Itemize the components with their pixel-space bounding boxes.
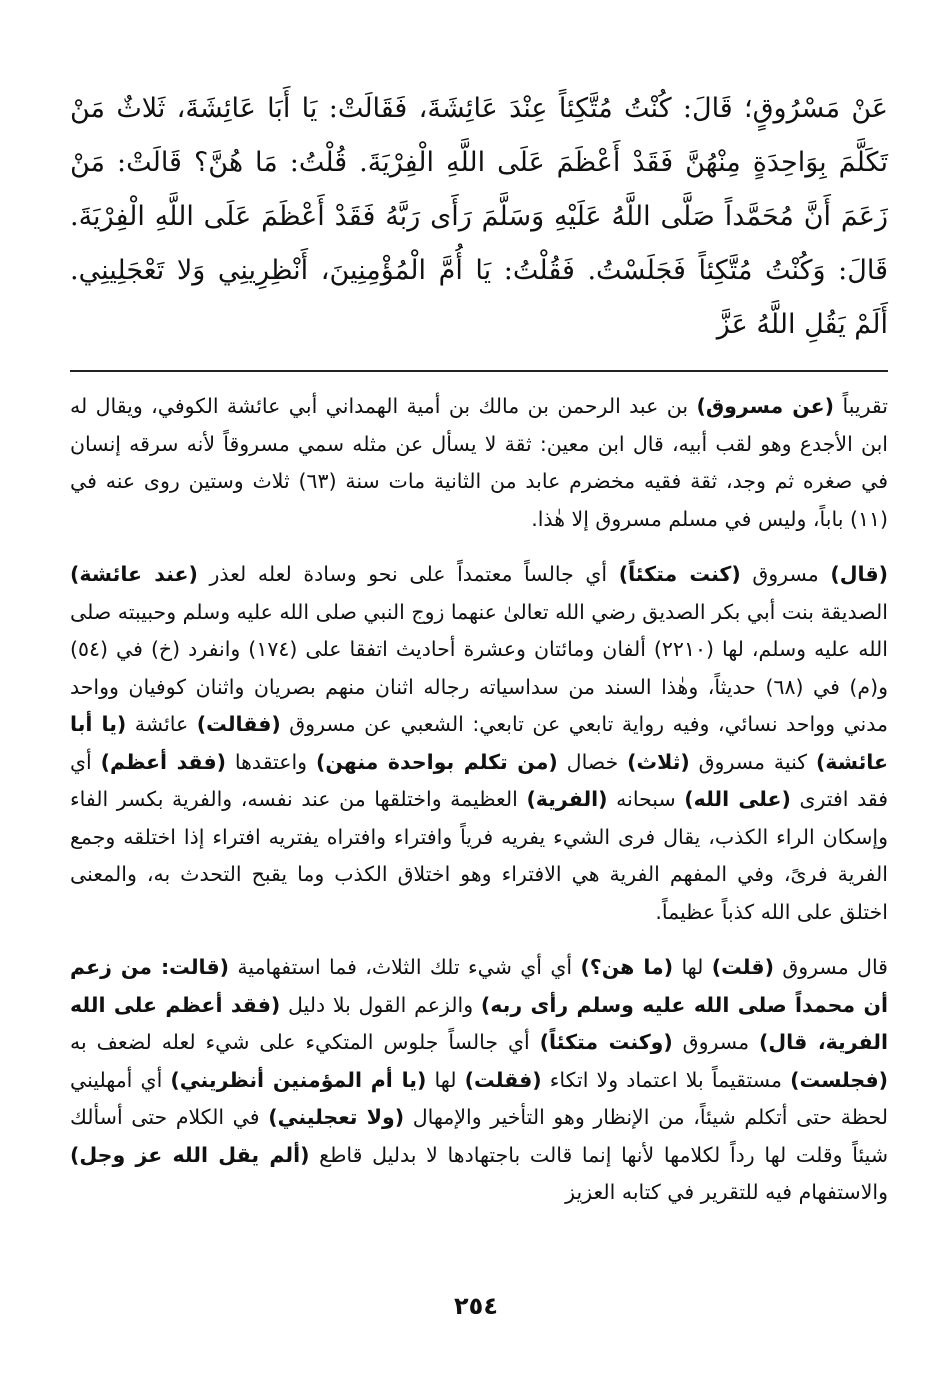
commentary-bold-term: (فقلت)	[464, 1067, 542, 1092]
commentary-text: تقريباً	[834, 394, 888, 418]
commentary-bold-term: (فقالت)	[196, 712, 281, 736]
commentary-text: عائشة	[126, 712, 197, 736]
commentary-paragraph-1	[70, 388, 888, 538]
commentary-text: واعتقدها	[225, 749, 316, 774]
commentary-text: والزعم القول بلا دليل	[280, 992, 481, 1017]
commentary-text: قال مسروق	[773, 955, 888, 979]
commentary-bold-term: (قال)	[830, 562, 888, 586]
commentary-text: أي جالساً جلوس المتكيء على شيء لعله لضعف به	[70, 1030, 540, 1054]
separator-rule	[70, 370, 888, 372]
commentary-text: أي فقد افترى	[70, 749, 888, 811]
commentary-text: في الكلام حتى أسألك شيئاً وقلت لها رداً لكلامها لأنها إنما قالت باجتهادها لا بدليل قاطع	[70, 1105, 889, 1167]
commentary-text: والاستفهام فيه للتقرير في كتابه العزيز	[565, 1180, 888, 1204]
page-number: ٢٥٤	[454, 1292, 498, 1320]
commentary-paragraph-3	[70, 949, 888, 1212]
commentary-text: الصديقة بنت أبي بكر الصديق رضي الله تعالىٰ عنهما زوج النبي صلى الله عليه وسلم وحبيبته صلى الله عليه وسلم، لها (٢٢١٠) ألفان ومائتان وعشرة أحاديث اتفقا على (١٧٤) وانفرد (خ) في (٥٤) و(م) في (٦٨) حديثاً، وهٰذا السند من سداسياته رجاله اثنان منهم بصريان واثنان كوفيان وواحد مدني وواحد نسائي، وفيه رواية تابعي عن تابعي: الشعبي عن مسروق	[70, 599, 889, 736]
hadith-text: عَنْ مَسْرُوقٍ؛ قَالَ: كُنْتُ مُتَّكِئاً عِنْدَ عَائِشَةَ، فَقَالَتْ: يَا أَبَا عَائِشَةَ، ثَلاثٌ مَنْ تَكَلَّمَ بِوَاحِدَةٍ مِنْهُنَّ فَقَدْ أَعْظَمَ عَلَى اللَّهِ الْفِرْيَةَ. قُلْتُ: مَا هُنَّ؟ قَالَتْ: مَنْ زَعَمَ أَنَّ مُحَمَّداً صَلَّى اللَّهُ عَلَيْهِ وَسَلَّمَ رَأَى رَبَّهُ فَقَدْ أَعْظَمَ عَلَى اللَّهِ الْفِرْيَةَ. قَالَ: وَكُنْتُ مُتَّكِئاً فَجَلَسْتُ. فَقُلْتُ: يَا أُمَّ الْمُؤْمِنِينَ، أَنْظِرِينِي وَلا تَعْجَلِينِي. أَلَمْ يَقُلِ اللَّهُ عَزَّ	[70, 93, 888, 340]
commentary-bold-term: (من تكلم بواحدة منهن)	[315, 749, 558, 774]
commentary-bold-term: (كنت متكئاً)	[618, 562, 741, 586]
commentary-text: العظيمة واختلقها من عند نفسه، والفرية بكسر الفاء وإسكان الراء الكذب، يقال فرى الشيء يفريه فرياً وافتراء وافتراه يفتريه افتراء إذا اختلقه وجمع الفرية فرىً، وفي المفهم الفرية هي الافتراء وهو اختلاق الكذب وما يقبح التحدث به، والمعنى اختلق على الله كذباً عظيماً.	[70, 787, 888, 924]
commentary-bold-term: (فقد أعظم)	[100, 749, 226, 774]
commentary-bold-term: (فجلست)	[790, 1067, 888, 1092]
commentary-bold-term: (قلت)	[711, 955, 774, 979]
commentary-text: مسروق	[740, 562, 831, 586]
commentary-text: أي جالساً معتمداً على نحو وسادة لعله لعذر	[197, 562, 619, 586]
commentary-bold-term: (ما هن؟)	[580, 955, 674, 979]
commentary-text: مسروق	[672, 1030, 759, 1054]
page-content	[70, 82, 888, 1230]
commentary-paragraph-2	[70, 556, 888, 931]
commentary-bold-term: (عند عائشة)	[70, 562, 198, 586]
commentary-bold-term: (ثلاث)	[627, 749, 690, 774]
commentary-text: لها	[426, 1067, 465, 1092]
commentary-text: خصال	[557, 749, 628, 774]
commentary-text: بن عبد الرحمن بن مالك بن أمية الهمداني أبي عائشة الكوفي، ويقال له ابن الأجدع وهو لقب أبيه، قال ابن معين: ثقة لا يسأل عن مثله سمي مسروقاً لأنه سرقه إنسان في صغره ثم وجد، ثقة فقيه مخضرم عابد من الثانية مات سنة (٦٣) ثلاث وستين روى عنه في (١١) باباً، وليس في مسلم مسروق إلا هٰذا.	[70, 394, 888, 531]
commentary-bold-term: (يا أبا عائشة)	[70, 712, 888, 774]
commentary-bold-term: (قالت: من زعم أن محمداً صلى الله عليه وسلم رأى ربه)	[70, 955, 888, 1017]
commentary-bold-term: (الفرية)	[526, 787, 608, 811]
commentary-text: سبحانه	[607, 787, 685, 811]
commentary-text: أي أمهليني لحظة حتى أتكلم شيئاً، من الإنظار وهو التأخير والإمهال	[70, 1067, 888, 1129]
commentary-bold-term: (ألم يقل الله عز وجل)	[70, 1142, 310, 1167]
commentary-bold-term: (فقد أعظم على الله الفرية، قال)	[70, 992, 888, 1054]
commentary-bold-term: (عن مسروق)	[696, 394, 835, 418]
commentary-text: مستقيماً بلا اعتماد ولا اتكاء	[541, 1067, 791, 1092]
commentary-text: لها	[673, 955, 712, 979]
commentary-text: كنية مسروق	[689, 749, 816, 774]
commentary-bold-term: (وكنت متكئاً)	[539, 1030, 673, 1054]
commentary-text: أي أي شيء تلك الثلاث، فما استفهامية	[229, 955, 581, 979]
commentary-bold-term: (ولا تعجليني)	[268, 1105, 405, 1129]
commentary-bold-term: (يا أم المؤمنين أنظريني)	[170, 1067, 427, 1092]
commentary-bold-term: (على الله)	[684, 787, 791, 811]
